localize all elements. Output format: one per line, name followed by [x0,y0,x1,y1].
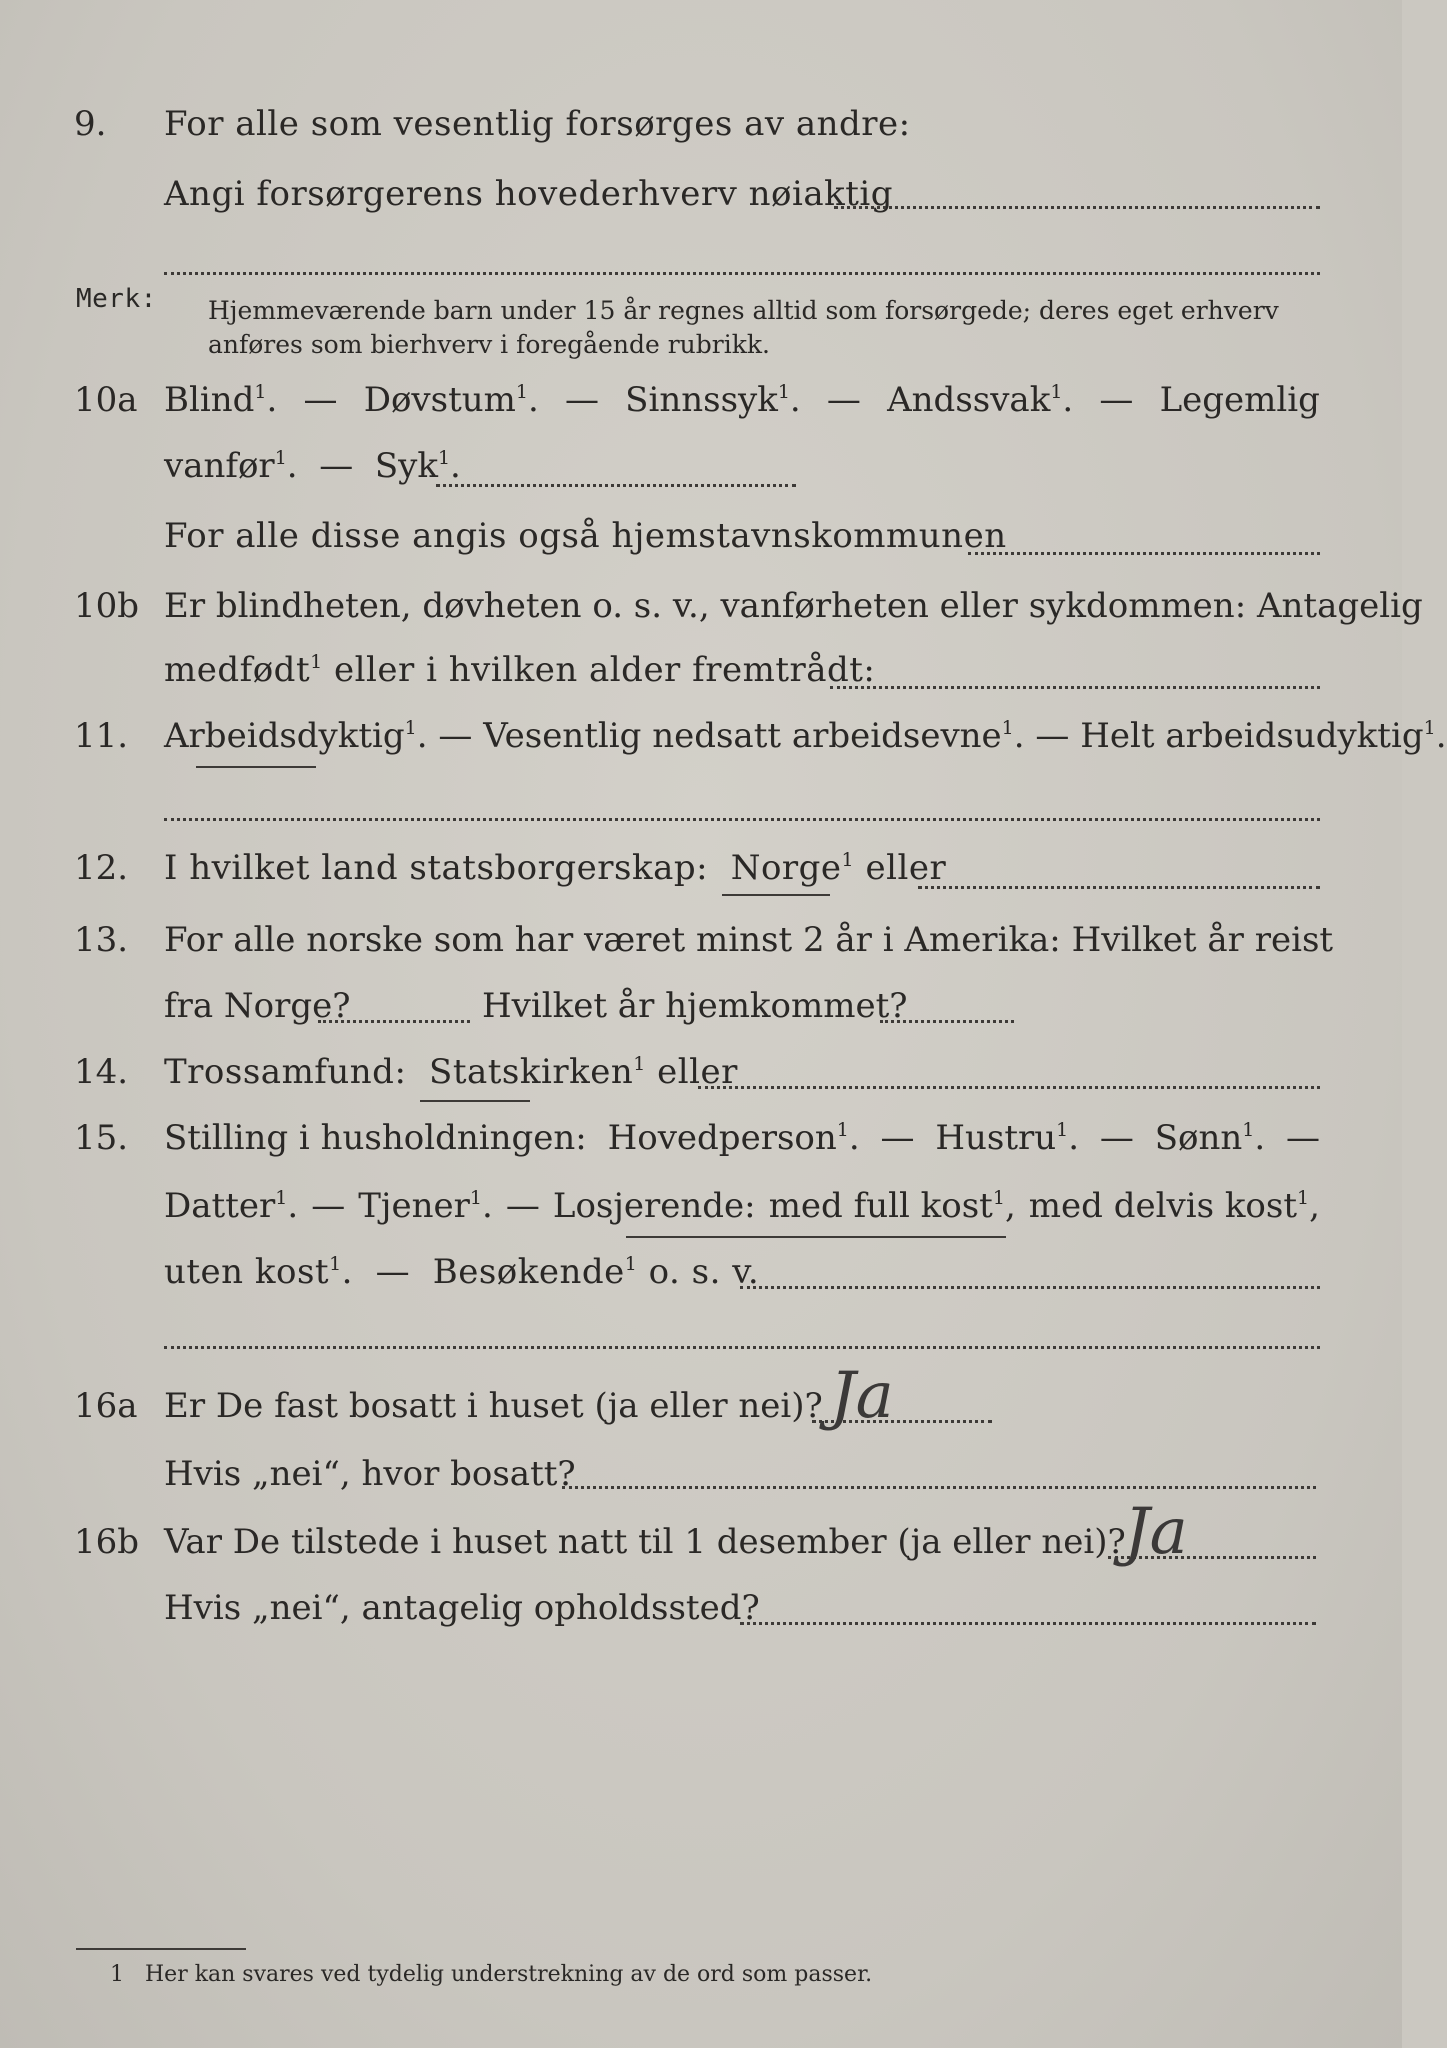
q16a-handwritten-answer: Ja [830,1359,894,1433]
q13-hjemkommet-label: Hvilket år hjemkommet? [482,986,908,1026]
q12-land-field[interactable] [918,886,1320,889]
option-sonn[interactable]: Sønn [1154,1118,1243,1158]
option-norge[interactable]: Norge [730,848,842,888]
q10a-number: 10a [74,380,138,420]
option-hovedperson[interactable]: Hovedperson [607,1118,837,1158]
q10a-line3: For alle disse angis også hjemstavnskommunen [164,516,1007,556]
option-dovstum[interactable]: Døvstum [363,380,516,420]
option-uten-kost[interactable]: uten kost [164,1252,330,1292]
q10b-line2: medfødt$^1$ eller i hvilken alder fremtrådt: [164,650,876,690]
q16b-opholdssted-field[interactable] [740,1622,1316,1625]
handwritten-underline-statskirken [420,1100,530,1102]
q16a-line1: Er De fast bosatt i huset (ja eller nei)? [164,1386,823,1426]
option-full-kost[interactable]: med full kost [768,1186,993,1226]
footnote-text: Her kan svares ved tydelig understrekning av de ord som passer. [144,1962,873,1987]
option-sinnssyk[interactable]: Sinnssyk [625,380,778,420]
q13-number: 13. [74,920,129,960]
q15-blank-line[interactable] [164,1346,1320,1349]
option-legemlig[interactable]: Legemlig [1159,380,1320,420]
q16b-line2: Hvis „nei“, antagelig opholdssted? [164,1588,760,1628]
option-losjerende[interactable]: Losjerende: [552,1186,756,1226]
q16b-handwritten-answer: Ja [1124,1495,1188,1569]
handwritten-underline-norge [722,894,830,896]
q15-osv: o. s. v. [648,1252,760,1292]
q10a-line1: Blind$^1$. — Døvstum$^1$. — Sinnssyk$^1$. — Andssvak$^1$. — Legemlig [164,380,1320,420]
merk-line2: anføres som bierhverv i foregående rubrikk. [208,330,770,359]
q9-line1: For alle som vesentlig forsørges av andre: [164,104,911,144]
q10b-line2-rest: eller i hvilken alder fremtrådt: [334,650,876,690]
option-besokende[interactable]: Besøkende [432,1252,625,1292]
q10b-alder-field[interactable] [830,686,1320,689]
footnote-rule [76,1948,246,1950]
q15-prefix: Stilling i husholdningen: [164,1118,587,1158]
q11-number: 11. [74,716,129,756]
option-udyktig[interactable]: Helt arbeidsudyktig [1080,716,1424,756]
q13-reist-field[interactable] [318,1020,470,1023]
q14-number: 14. [74,1052,129,1092]
option-medfodt[interactable]: medfødt [164,650,311,690]
option-tjener[interactable]: Tjener [358,1186,470,1226]
q11-line: Arbeidsdyktig$^1$. — Vesentlig nedsatt arbeidsevne$^1$. — Helt arbeidsudyktig$^1$. [164,716,1447,756]
q16b-line1: Var De tilstede i huset natt til 1 desember (ja eller nei)? [164,1522,1126,1562]
footnote [110,1962,872,1987]
merk-label: Merk: [76,284,157,314]
option-arbeidsdyktig[interactable]: Arbeidsdyktig [164,716,405,756]
q12-number: 12. [74,848,129,888]
q9-answer-field[interactable] [834,206,1320,209]
q14-trossamfund-field[interactable] [698,1086,1320,1089]
q10a-syk-field[interactable] [436,484,796,487]
q9-number: 9. [74,104,107,144]
q13-line1: For alle norske som har været minst 2 år i Amerika: Hvilket år reist [164,920,1334,960]
q15-line3: uten kost$^1$. — Besøkende$^1$ o. s. v. [164,1252,760,1292]
q13-hjemkommet-field[interactable] [880,1020,1014,1023]
handwritten-underline-full-kost [626,1236,1006,1238]
footnote-mark: 1 [110,1962,124,1987]
q13-line2 [164,986,1164,1026]
q16b-number: 16b [74,1522,140,1562]
merk-line1: Hjemmeværende barn under 15 år regnes alltid som forsørgede; deres eget erhverv [208,296,1279,325]
q15-line1: Stilling i husholdningen: Hovedperson$^1$. — Hustru$^1$. — Sønn$^1$. — [164,1118,1320,1158]
option-delvis-kost[interactable]: med delvis kost [1028,1186,1298,1226]
q12-prefix: I hvilket land statsborgerskap: [164,848,709,888]
handwritten-underline-arbeidsdyktig [196,766,316,768]
q15-number: 15. [74,1118,129,1158]
q13-reist-label: fra Norge? [164,986,351,1026]
option-vanfor[interactable]: vanfør [164,446,275,486]
option-datter[interactable]: Datter [164,1186,276,1226]
q15-stilling-field[interactable] [740,1286,1320,1289]
q9-answer-field-2[interactable] [164,272,1320,275]
q10a-line2: vanfør$^1$. — Syk$^1$. [164,446,461,486]
q10a-hjemstavn-field[interactable] [968,552,1320,555]
option-syk[interactable]: Syk [374,446,438,486]
q10b-line1: Er blindheten, døvheten o. s. v., vanførheten eller sykdommen: Antagelig [164,586,1423,626]
option-andssvak[interactable]: Andssvak [887,380,1051,420]
q10b-number: 10b [74,586,140,626]
q9-line2: Angi forsørgerens hovederhverv nøiaktig [164,174,894,214]
q15-line2: Datter$^1$. — Tjener$^1$. — Losjerende: med full kost$^1$, med delvis kost$^1$, [164,1186,1320,1226]
q12-eller: eller [865,848,947,888]
option-hustru[interactable]: Hustru [935,1118,1057,1158]
q16a-line2: Hvis „nei“, hvor bosatt? [164,1454,576,1494]
q14-line: Trossamfund: Statskirken$^1$ eller [164,1052,738,1092]
q11-blank-line[interactable] [164,818,1320,821]
q14-prefix: Trossamfund: [164,1052,407,1092]
option-statskirken[interactable]: Statskirken [429,1052,634,1092]
q14-eller: eller [657,1052,738,1092]
q16a-bosatt-field[interactable] [562,1486,1316,1489]
option-nedsatt[interactable]: Vesentlig nedsatt arbeidsevne [483,716,1002,756]
q12-line: I hvilket land statsborgerskap: Norge$^1$ eller [164,848,947,888]
option-blind[interactable]: Blind [164,380,255,420]
q16a-number: 16a [74,1386,138,1426]
